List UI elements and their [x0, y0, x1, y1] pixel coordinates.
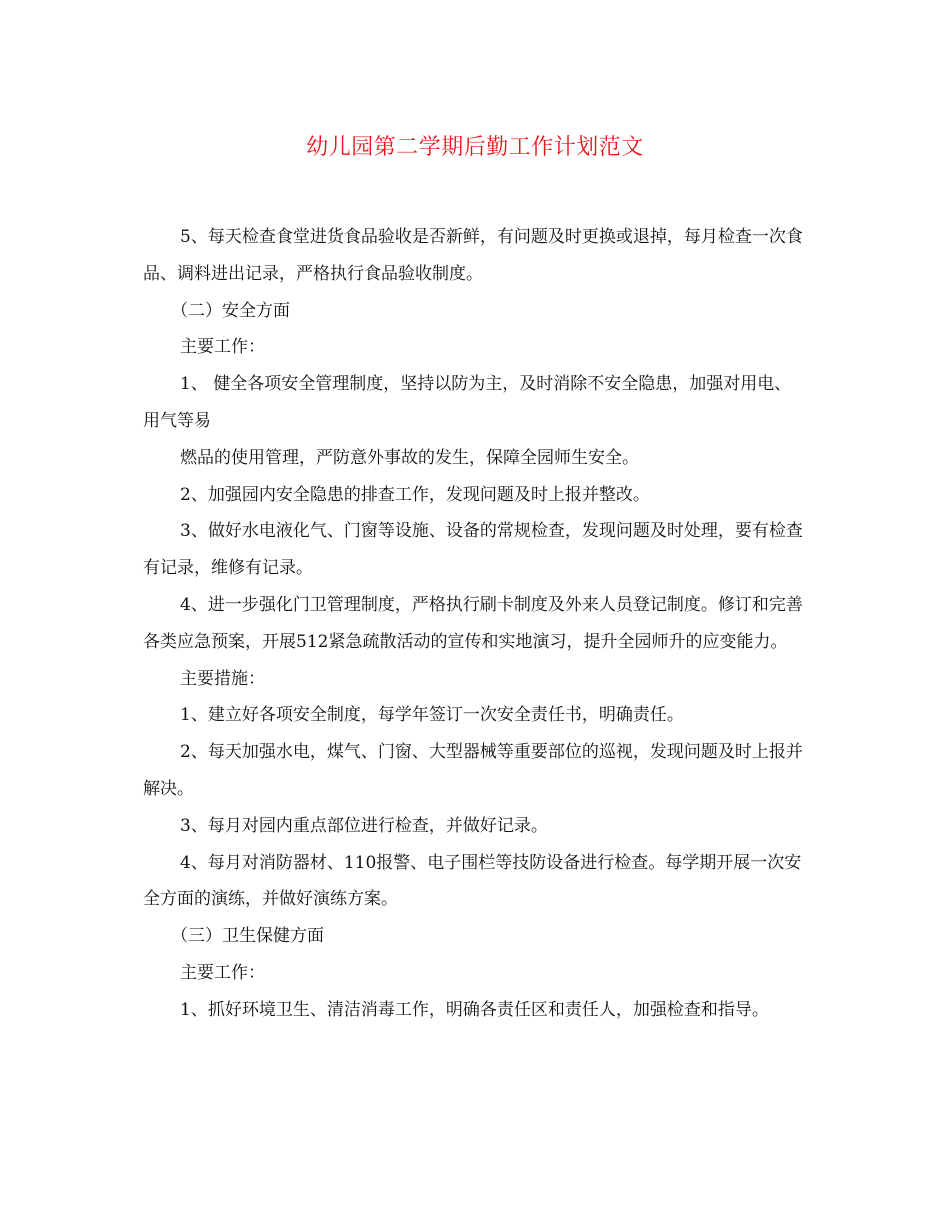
- paragraph-measure-2: 2、每天加强水电，煤气、门窗、大型器械等重要部位的巡视，发现问题及时上报并解决。: [143, 742, 803, 799]
- paragraph-safety-4: 4、进一步强化门卫管理制度，严格执行刷卡制度及外来人员登记制度。修订和完善各类应急预案，开展512紧急疏散活动的宣传和实地演习，提升全园师升的应变能力。: [143, 594, 803, 652]
- subheading-main-work-health: 主要工作：: [180, 962, 265, 983]
- paragraph-safety-2: 2、加强园内安全隐患的排查工作，发现问题及时上报并整改。: [180, 484, 650, 505]
- paragraph-measure-3: 3、每月对园内重点部位进行检查，并做好记录。: [180, 815, 548, 836]
- paragraph-measure-1: 1、建立好各项安全制度，每学年签订一次安全责任书，明确责任。: [180, 705, 684, 726]
- paragraph-measure-4: 4、每月对消防器材、110报警、电子围栏等技防设备进行检查。每学期开展一次安全方面的演练，并做好演练方案。: [143, 852, 802, 910]
- section-heading-health: （三）卫生保健方面: [171, 926, 324, 947]
- subheading-main-work: 主要工作：: [180, 337, 265, 358]
- section-heading-safety: （二）安全方面: [171, 300, 290, 321]
- paragraph-safety-1: 1、 健全各项安全管理制度，坚持以防为主，及时消除不安全隐患，加强对用电、用气等易: [143, 374, 792, 431]
- document-title: 幼儿园第二学期后勤工作计划范文: [306, 135, 644, 160]
- paragraph-health-1: 1、抓好环境卫生、清洁消毒工作，明确各责任区和责任人，加强检查和指导。: [180, 999, 769, 1020]
- subheading-main-measures: 主要措施：: [180, 668, 265, 689]
- paragraph-safety-3: 3、做好水电液化气、门窗等设施、设备的常规检查，发现问题及时处理，要有检查有记录，维修有记录。: [143, 521, 803, 579]
- document-body: [143, 219, 808, 1029]
- paragraph-food-inspection: 5、每天检查食堂进货食品验收是否新鲜，有问题及时更换或退掉，每月检查一次食品、调料进出记录，严格执行食品验收制度。: [143, 227, 803, 284]
- paragraph-safety-1-cont: 燃品的使用管理，严防意外事故的发生，保障全园师生安全。: [180, 447, 639, 468]
